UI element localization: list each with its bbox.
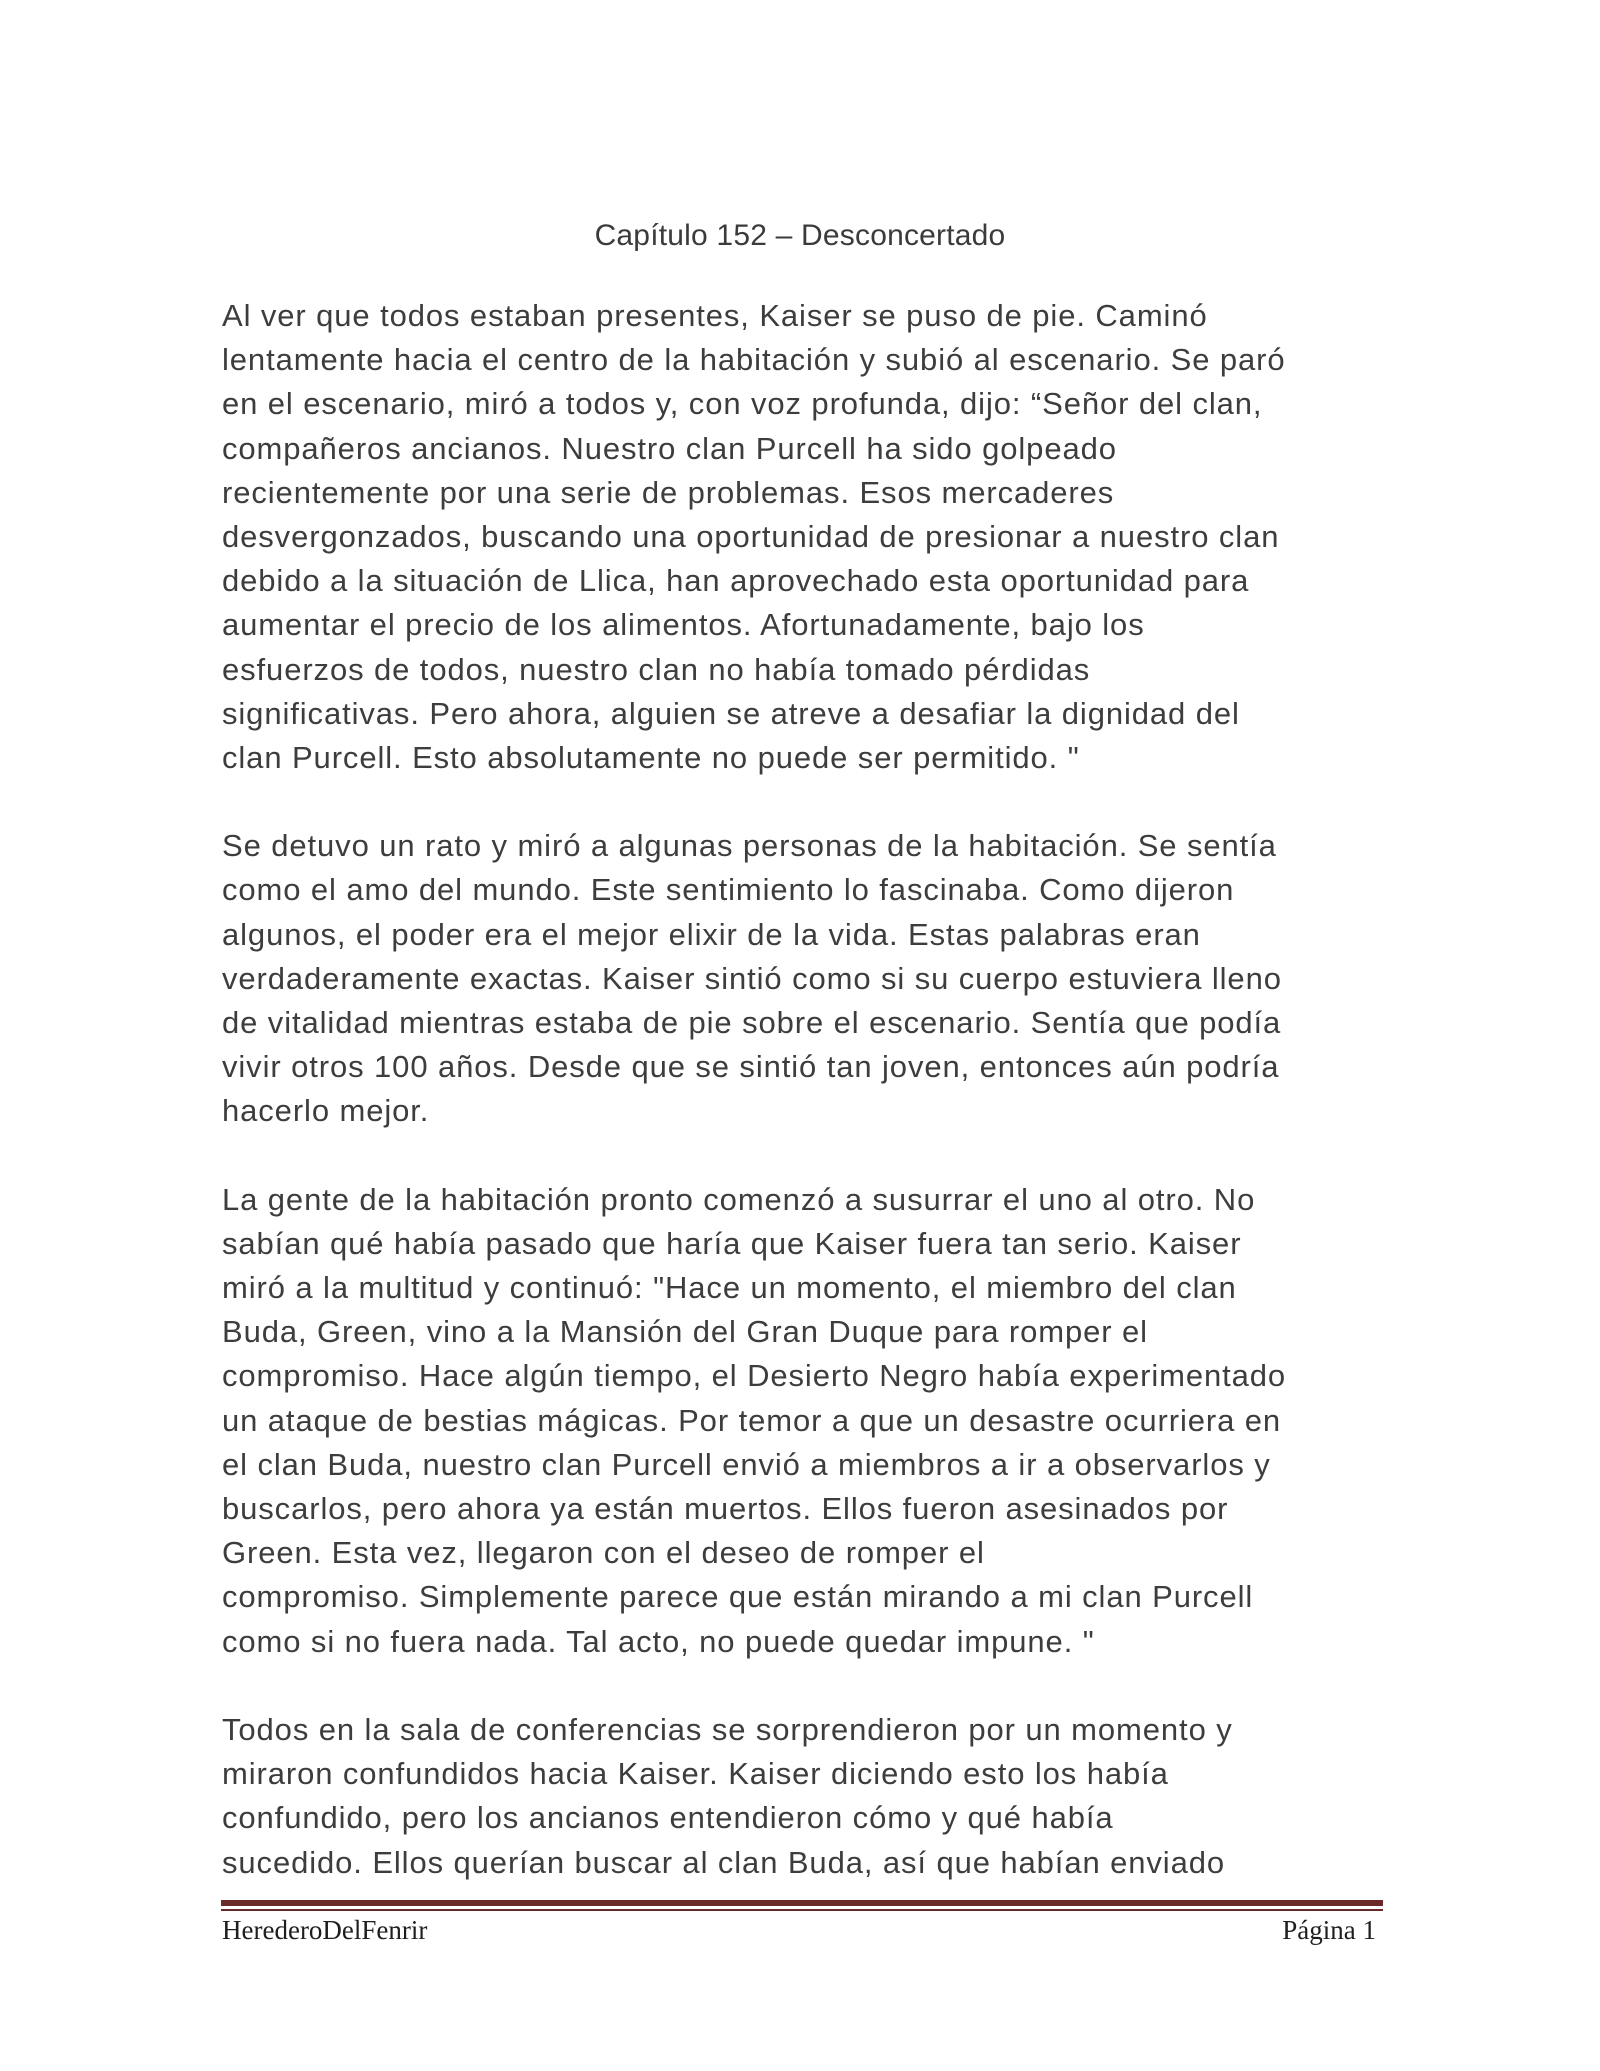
text-line: Al ver que todos estaban presentes, Kaiser se puso de pie. Caminó	[222, 298, 1208, 333]
text-line: significativas. Pero ahora, alguien se atreve a desafiar la dignidad del	[222, 695, 1240, 731]
text-line: confundido, pero los ancianos entendieron cómo y qué había	[222, 1800, 1114, 1836]
text-line: Green. Esta vez, llegaron con el deseo de romper el	[222, 1535, 985, 1571]
text-line: algunos, el poder era el mejor elixir de la vida. Estas palabras eran	[222, 916, 1201, 952]
text-line: esfuerzos de todos, nuestro clan no había tomado pérdidas	[222, 651, 1091, 687]
text-line: miraron confundidos hacia Kaiser. Kaiser diciendo esto los había	[222, 1756, 1169, 1792]
text-line: un ataque de bestias mágicas. Por temor a que un desastre ocurriera en	[222, 1402, 1282, 1438]
footer-author: HerederoDelFenrir	[222, 1915, 428, 1945]
text-line: lentamente hacia el centro de la habitación y subió al escenario. Se paró	[222, 342, 1286, 378]
paragraph	[222, 824, 1392, 1133]
text-line: desvergonzados, buscando una oportunidad de presionar a nuestro clan	[222, 519, 1280, 555]
text-line: Buda, Green, vino a la Mansión del Gran Duque para romper el	[222, 1314, 1148, 1350]
text-line: en el escenario, miró a todos y, con voz profunda, dijo: “Señor del clan,	[222, 386, 1263, 422]
text-line: sabían qué había pasado que haría que Kaiser fuera tan serio. Kaiser	[222, 1225, 1242, 1261]
text-line: debido a la situación de Llica, han aprovechado esta oportunidad para	[222, 563, 1250, 599]
text-line: recientemente por una serie de problemas. Esos mercaderes	[222, 474, 1115, 510]
text-line: clan Purcell. Esto absolutamente no puede ser permitido. "	[222, 740, 1080, 776]
text-line: hacerlo mejor.	[222, 1093, 430, 1129]
text-line: como el amo del mundo. Este sentimiento lo fascinaba. Como dijeron	[222, 872, 1235, 908]
text-line: compromiso. Hace algún tiempo, el Desierto Negro había experimentado	[222, 1358, 1287, 1394]
chapter-title: Capítulo 152 – Desconcertado	[594, 219, 1006, 252]
footer-divider-thick	[221, 1900, 1383, 1906]
text-line: Se detuvo un rato y miró a algunas personas de la habitación. Se sentía	[222, 828, 1277, 864]
text-line: sucedido. Ellos querían buscar al clan Buda, así que habían enviado	[222, 1844, 1225, 1880]
text-line: el clan Buda, nuestro clan Purcell envió a miembros a ir a observarlos y	[222, 1446, 1271, 1482]
text-line: vivir otros 100 años. Desde que se sintió tan joven, entonces aún podría	[222, 1049, 1280, 1085]
page-number: Página 1	[1282, 1915, 1376, 1945]
document-body	[222, 294, 1392, 1929]
text-line: de vitalidad mientras estaba de pie sobre el escenario. Sentía que podía	[222, 1005, 1282, 1041]
text-line: Todos en la sala de conferencias se sorprendieron por un momento y	[222, 1711, 1233, 1747]
text-line: miró a la multitud y continuó: "Hace un momento, el miembro del clan	[222, 1270, 1237, 1306]
paragraph	[222, 1708, 1392, 1885]
text-line: aumentar el precio de los alimentos. Afortunadamente, bajo los	[222, 607, 1145, 643]
text-line: verdaderamente exactas. Kaiser sintió como si su cuerpo estuviera lleno	[222, 960, 1282, 996]
text-line: buscarlos, pero ahora ya están muertos. Ellos fueron asesinados por	[222, 1491, 1229, 1527]
text-line: La gente de la habitación pronto comenzó a susurrar el uno al otro. No	[222, 1181, 1256, 1217]
text-line: compañeros ancianos. Nuestro clan Purcell ha sido golpeado	[222, 430, 1117, 466]
paragraph	[222, 294, 1392, 780]
text-line: compromiso. Simplemente parece que están mirando a mi clan Purcell	[222, 1579, 1254, 1615]
text-line: como si no fuera nada. Tal acto, no puede quedar impune. "	[222, 1623, 1095, 1659]
paragraph	[222, 1178, 1392, 1664]
